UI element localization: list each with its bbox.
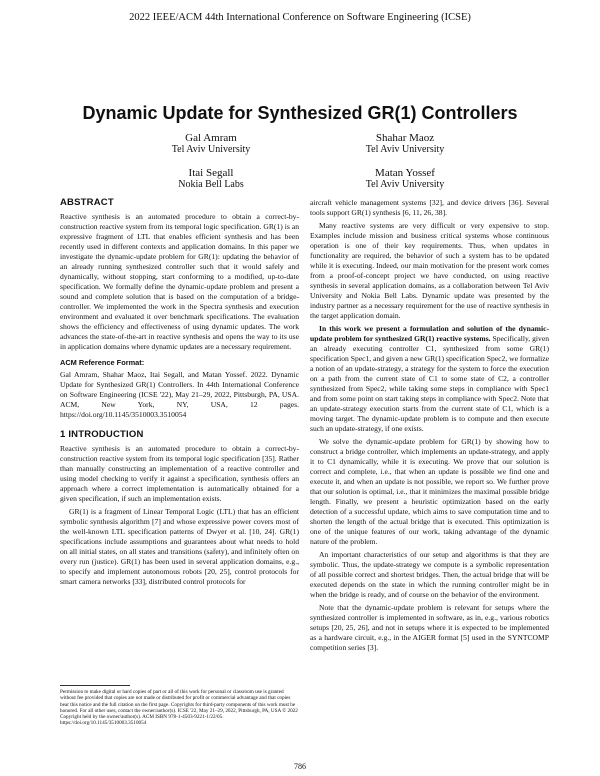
author-affiliation: Nokia Bell Labs [178,179,244,190]
footnote-rule [60,685,130,686]
right-paragraph-5: An important characteristics of our setup and algorithms is that they are symbolic. Thus, the update-strategy we compute is a symbolic representation of all possible correct and shortest bridges. Then, the actual bridge that will be executed depends on the state in which the running controller might be in when the bridge is ready, and of course on the behavior of the environment. [310,550,549,599]
author-name: Itai Segall [188,167,234,179]
right-paragraph-2: Many reactive systems are very difficult or very expensive to stop. Examples include mission and business critical systems whose continuous operation is one of their key requirements. Thus, when updates in functionality are required, the behavior of such a system has to be updated while it is executing. Indeed, our main motivation for the present work comes from a proof-of-concept project we have conducted, on using reactive synthesis in several application domains, as a collaboration between Tel Aviv University and Nokia Bell Labs. Dynamic update was presented by the industry partner as a necessary requirement for the use of reactive synthesis in the target application domain. [310,221,549,320]
author-block-2 [305,132,505,156]
abstract-heading: ABSTRACT [60,197,114,208]
introduction-heading: 1 INTRODUCTION [60,429,144,440]
abstract-text: Reactive synthesis is an automated procedure to obtain a correct-by-construction reactive system from its temporal logic specification. GR(1) is an expressive fragment of LTL that enables efficient synthesis and has been recently used in different contexts and application domains. In this paper we investigate the dynamic-update problem for GR(1): updating the behavior of an already running synthesized controller such that it would safely and dynamically, without stopping, start conforming to a modified, up-to-date specification. We formally define the dynamic-update problem and present a sound and complete solution that is based on the computation of a bridge-controller. We implemented the work in the Spectra synthesis and execution environment and evaluated it over benchmark specifications. The evaluation shows the efficiency and effectiveness of using dynamic updates. The work advances the state-of-the-art in reactive synthesis and opens the way to its use in application domains where dynamic updates are a necessary requirement. [60,212,299,351]
paper-title: Dynamic Update for Synthesized GR(1) Controllers [82,103,518,123]
contribution-statement: In this work we present a formulation and solution of the dynamic-update problem for synthesized GR(1) reactive systems. [310,324,549,343]
author-name: Gal Amram [185,132,237,144]
right-paragraph-4: We solve the dynamic-update problem for GR(1) by showing how to construct a bridge controller, which implements an update-strategy, and apply it to C1 dynamically, while it is executing. We prove that our solution is correct and complete, i.e., that when an update is possible we find one and execute it, and when an update is not possible, we report so. We further prove that our solution is optimal, i.e., that it minimizes the maximal possible bridge length. Finally, we present a heuristic optimization based on the early detection of a successful update, which aims to save computation time and to shorten the length of the actual bridge that is executed. This optimization is one of the unique features of our work, taking advantage of the dynamic nature of the problem. [310,437,549,546]
acm-reference-heading: ACM Reference Format: [60,358,145,367]
author-name: Matan Yossef [375,167,435,179]
author-block-1 [111,132,311,156]
page-number: 786 [294,762,306,771]
acm-reference-text: Gal Amram, Shahar Maoz, Itai Segall, and Matan Yossef. 2022. Dynamic Update for Synthesized GR(1) Controllers. In 44th International Conference on Software Engineering (ICSE '22), May 21–29, 2022, Pittsburgh, PA, USA. ACM, New York, NY, USA, 12 pages. https://doi.org/10.1145/3510003.3510054 [60,370,299,419]
right-paragraph-3 [310,324,549,434]
author-block-3 [111,167,311,191]
author-affiliation: Tel Aviv University [365,179,445,190]
conference-header: 2022 IEEE/ACM 44th International Conference on Software Engineering (ICSE) [129,12,471,23]
author-affiliation: Tel Aviv University [171,144,251,155]
right-paragraph-6: Note that the dynamic-update problem is relevant for setups where the synthesized controller is implemented in software, as in, e.g., various robotics setups [20, 25, 26], and not in setups where it is expected to be implemented as a hardware circuit, e.g., in the AIGER format [5] used in the SYNTCOMP competition series [3]. [310,603,549,652]
intro-paragraph-2: GR(1) is a fragment of Linear Temporal Logic (LTL) that has an efficient symbolic synthesis algorithm [7] and whose expressive power covers most of the well-known LTL specification patterns of Dwyer et al. [10, 24]. GR(1) specifications include assumptions and guarantees about what needs to hold on all initial states, on all states and transitions (safety), and infinitely often on every run (justice). GR(1) has been used in several application domains, e.g., to specify and implement autonomous robots [20, 25], control protocols for smart camera networks [33], distributed control protocols for [60,507,299,586]
right-column [310,198,549,656]
author-affiliation: Tel Aviv University [365,144,445,155]
contribution-details: Specifically, given an already executing controller C1, synthesized from some GR(1) specification Spec1, and given a new GR(1) specification Spec2, we formalize a notion of an update-strategy, a strategy for the system to force the execution on a path from the current state of C1 to some state of C2, a controller synthesized from Spec2, while taking some steps in compliance with Spec1 and from some point on start taking steps in compliance with Spec2. Note that an update-strategy execution starts from the current state of C1, which is a moving target. The dynamic-update problem is to compute and then execute such an update-strategy, if one exists. [310,334,549,433]
author-block-4 [305,167,505,191]
intro-paragraph-1: Reactive synthesis is an automated procedure to obtain a correct-by-construction reactive system from its temporal logic specification [35]. Rather than manually constructing an implementation of a reactive controller and using model checking to verify it against a specification, synthesis offers an approach where a correct implementation is automatically obtained for a given specification, if such an implementation exists. [60,444,299,503]
author-name: Shahar Maoz [375,132,435,144]
copyright-footnote: Permission to make digital or hard copies of part or all of this work for personal or classroom use is granted without fee provided that copies are not made or distributed for profit or commercial advantage and that copies bear this notice and the full citation on the first page. Copyrights for third-party components of this work must be honored. For all other uses, contact the owner/author(s). ICSE '22, May 21–29, 2022, Pittsburgh, PA, USA © 2022 Copyright held by the owner/author(s). ACM ISBN 978-1-4503-9221-1/22/05. https://doi.org/10.1145/3510003.3510054 [60,689,298,727]
right-paragraph-1: aircraft vehicle management systems [32], and device drivers [36]. Several tools support GR(1) synthesis [6, 11, 26, 38]. [310,198,549,217]
left-column [60,198,299,590]
